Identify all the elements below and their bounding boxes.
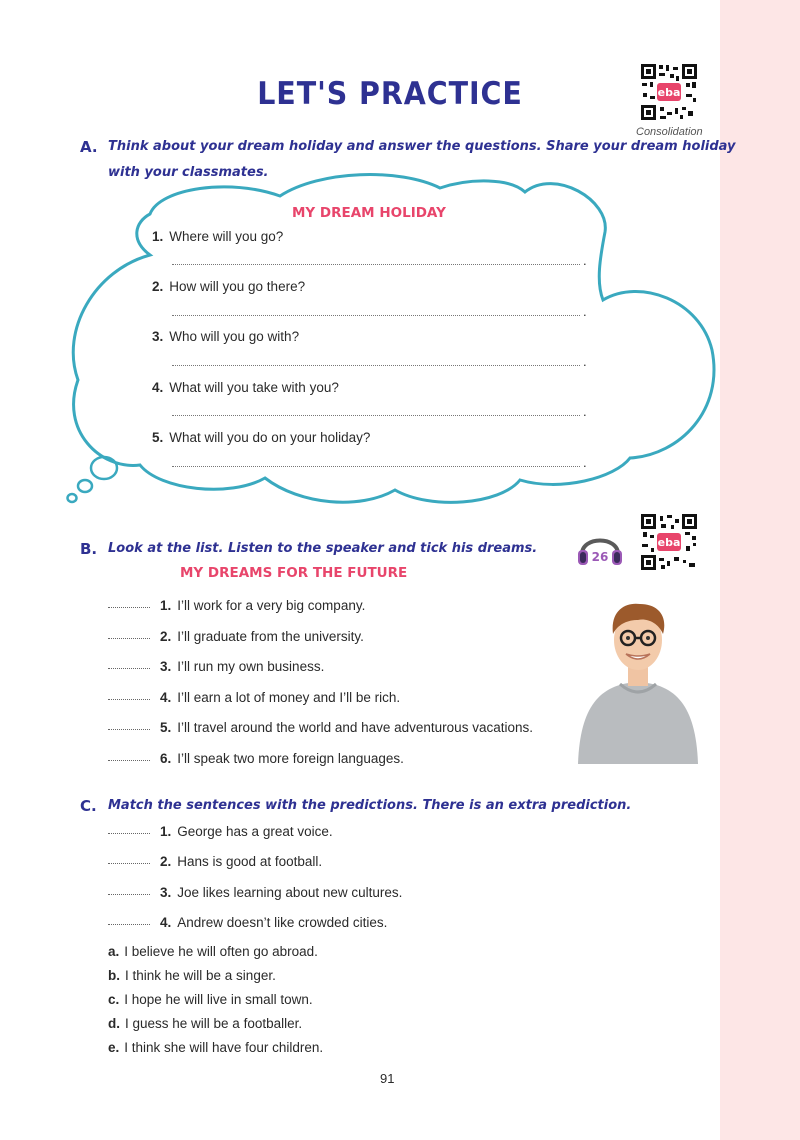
- prediction-e: e. I think she will have four children.: [108, 1040, 324, 1055]
- qr-caption: Consolidation: [636, 126, 703, 138]
- headphones-audio-icon[interactable]: [576, 528, 624, 568]
- question-4: 4. What will you take with you?: [152, 380, 339, 395]
- dream-item-1: 1. I’ll work for a very big company.: [108, 598, 365, 613]
- answer-line-4[interactable]: [172, 415, 580, 416]
- dreams-list-title: MY DREAMS FOR THE FUTURE: [180, 565, 408, 581]
- tick-blank-3[interactable]: [108, 668, 150, 669]
- audio-track-number: 26: [591, 550, 609, 564]
- question-1: 1. Where will you go?: [152, 229, 284, 244]
- dream-item-5: 5. I’ll travel around the world and have adventurous vacations.: [108, 720, 533, 735]
- qr-badge-label: eba: [657, 86, 681, 99]
- section-a-instruction-line2: with your classmates.: [108, 165, 269, 180]
- dream-item-3: 3. I’ll run my own business.: [108, 659, 324, 674]
- section-a-instruction-line1: Think about your dream holiday and answer the questions. Share your dream holiday: [108, 139, 736, 154]
- answer-line-end-1: .: [583, 253, 587, 268]
- answer-line-5[interactable]: [172, 466, 580, 467]
- answer-line-end-5: .: [583, 455, 587, 470]
- smiling-boy-photo: [576, 598, 700, 764]
- qr-code-audio[interactable]: [640, 513, 698, 571]
- prediction-c: c. I hope he will live in small town.: [108, 992, 313, 1007]
- match-blank-2[interactable]: [108, 863, 150, 864]
- page-number: 91: [380, 1071, 395, 1086]
- section-a-letter: A.: [80, 138, 98, 156]
- sentence-4: 4. Andrew doesn’t like crowded cities.: [108, 915, 387, 930]
- page-title: LET'S PRACTICE: [257, 76, 523, 112]
- answer-line-end-4: .: [583, 404, 587, 419]
- match-blank-3[interactable]: [108, 894, 150, 895]
- dream-item-6: 6. I’ll speak two more foreign languages.: [108, 751, 404, 766]
- prediction-a: a. I believe he will often go abroad.: [108, 944, 318, 959]
- tick-blank-1[interactable]: [108, 607, 150, 608]
- dream-item-2: 2. I’ll graduate from the university.: [108, 629, 364, 644]
- answer-line-1[interactable]: [172, 264, 580, 265]
- tick-blank-6[interactable]: [108, 760, 150, 761]
- section-b-letter: B.: [80, 540, 98, 558]
- prediction-d: d. I guess he will be a footballer.: [108, 1016, 303, 1031]
- answer-line-end-3: .: [583, 354, 587, 369]
- section-c-letter: C.: [80, 797, 97, 815]
- sentence-2: 2. Hans is good at football.: [108, 854, 322, 869]
- qr-badge-label-2: eba: [657, 536, 681, 549]
- tick-blank-5[interactable]: [108, 729, 150, 730]
- page-side-strip: [720, 0, 800, 1140]
- match-blank-4[interactable]: [108, 924, 150, 925]
- sentence-3: 3. Joe likes learning about new cultures.: [108, 885, 402, 900]
- dream-item-4: 4. I’ll earn a lot of money and I’ll be rich.: [108, 690, 400, 705]
- section-b-instruction: Look at the list. Listen to the speaker and tick his dreams.: [108, 541, 538, 556]
- answer-line-end-2: .: [583, 304, 587, 319]
- answer-line-2[interactable]: [172, 315, 580, 316]
- match-blank-1[interactable]: [108, 833, 150, 834]
- tick-blank-4[interactable]: [108, 699, 150, 700]
- answer-line-3[interactable]: [172, 365, 580, 366]
- section-c-instruction: Match the sentences with the predictions. There is an extra prediction.: [108, 798, 632, 813]
- sentence-1: 1. George has a great voice.: [108, 824, 333, 839]
- question-3: 3. Who will you go with?: [152, 329, 300, 344]
- prediction-b: b. I think he will be a singer.: [108, 968, 276, 983]
- question-5: 5. What will you do on your holiday?: [152, 430, 371, 445]
- tick-blank-2[interactable]: [108, 638, 150, 639]
- dream-holiday-title: MY DREAM HOLIDAY: [292, 205, 446, 221]
- question-2: 2. How will you go there?: [152, 279, 306, 294]
